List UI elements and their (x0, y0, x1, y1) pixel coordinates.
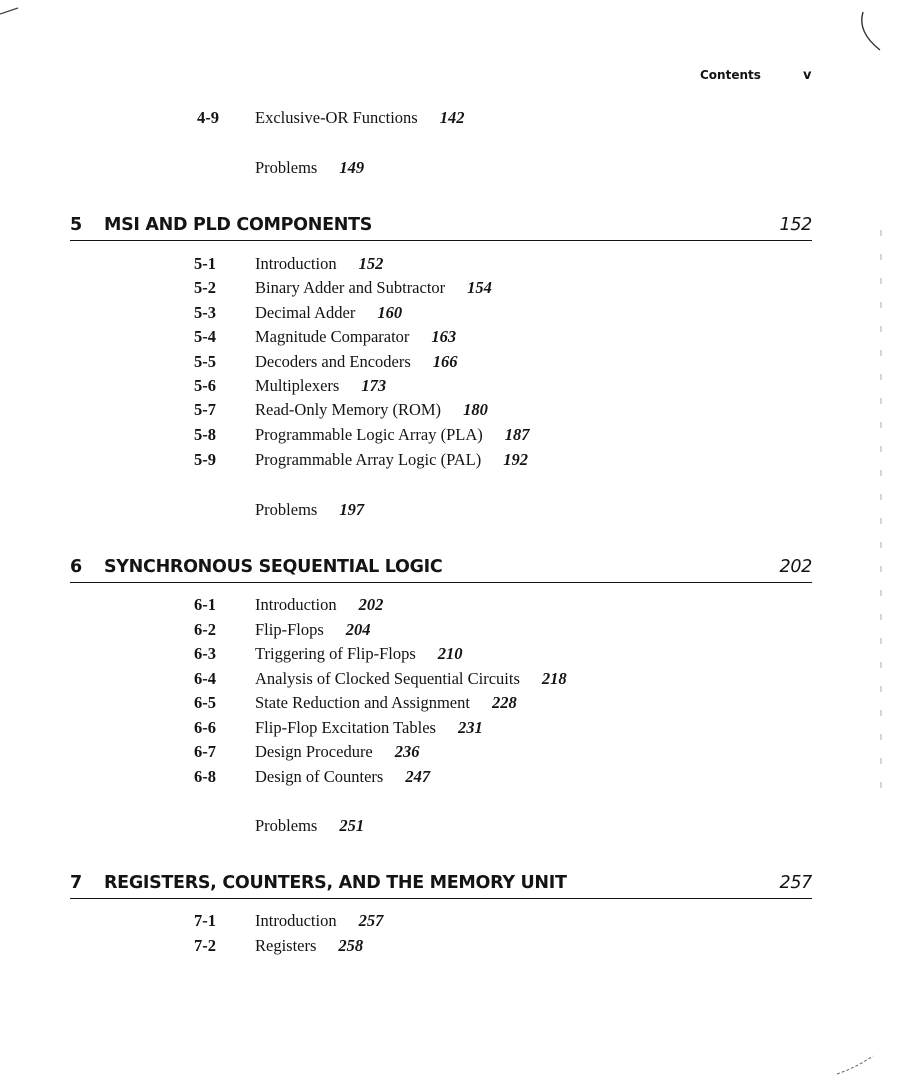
section-title: Multiplexers (255, 376, 340, 395)
section-title: Introduction (255, 911, 337, 930)
chapter-page: 152 (779, 215, 812, 235)
section-page: 180 (463, 400, 488, 419)
section-page: 202 (358, 595, 384, 614)
scan-mark-top-right (855, 10, 885, 55)
chapter-title: MSI AND PLD COMPONENTS (104, 215, 373, 235)
section-number: 6-8 (194, 767, 216, 786)
chapter-number: 7 (70, 873, 82, 893)
section-page: 166 (432, 352, 458, 371)
section-number: 5-5 (194, 352, 216, 371)
chapter-title: REGISTERS, COUNTERS, AND THE MEMORY UNIT (104, 873, 567, 893)
section-number: 7-1 (194, 911, 216, 930)
running-title: Contents (700, 68, 761, 82)
section-title: Introduction (255, 595, 337, 614)
section-title: Read-Only Memory (ROM) (255, 400, 442, 419)
section-number: 5-9 (194, 450, 216, 469)
section-number: 6-6 (194, 718, 216, 737)
section-page: 142 (439, 108, 465, 127)
chapter-heading[interactable] (70, 872, 812, 899)
section-title: Magnitude Comparator (255, 327, 410, 346)
section-page: 160 (377, 303, 403, 322)
section-title: Decimal Adder (255, 303, 356, 322)
chapter-title: SYNCHRONOUS SEQUENTIAL LOGIC (104, 557, 443, 577)
section-title: Design Procedure (255, 742, 373, 761)
section-title: Programmable Array Logic (PAL) (255, 450, 482, 469)
section-title: Programmable Logic Array (PLA) (255, 425, 483, 444)
problems-label: Problems (255, 816, 318, 835)
section-page: 192 (503, 450, 528, 469)
chapter-number: 6 (70, 557, 82, 577)
section-page: 210 (437, 644, 463, 663)
scan-mark-top-left (0, 0, 30, 20)
section-page: 163 (431, 327, 457, 346)
chapter-heading[interactable] (70, 556, 812, 583)
section-page: 257 (358, 911, 384, 930)
section-title: Introduction (255, 254, 337, 273)
section-page: 236 (394, 742, 420, 761)
section-title: Triggering of Flip-Flops (255, 644, 416, 663)
section-number: 4-9 (197, 108, 219, 127)
section-page: 173 (361, 376, 387, 395)
section-title: State Reduction and Assignment (255, 693, 470, 712)
section-number: 6-3 (194, 644, 216, 663)
scan-edge-right (878, 230, 884, 790)
problems-page: 197 (339, 500, 365, 519)
section-page: 258 (338, 936, 364, 955)
section-number: 6-5 (194, 693, 216, 712)
section-title: Decoders and Encoders (255, 352, 411, 371)
section-page: 152 (358, 254, 384, 273)
section-page: 228 (491, 693, 517, 712)
chapter-page: 202 (779, 557, 812, 577)
section-number: 6-7 (194, 742, 216, 761)
problems-page: 251 (339, 816, 365, 835)
section-page: 154 (467, 278, 492, 297)
problems-page: 149 (339, 158, 365, 177)
section-page: 231 (457, 718, 483, 737)
section-page: 187 (504, 425, 530, 444)
section-number: 6-4 (194, 669, 216, 688)
scan-mark-bottom-right (835, 1052, 875, 1078)
section-title: Flip-Flops (255, 620, 324, 639)
chapter-heading[interactable] (70, 214, 812, 241)
section-title: Exclusive-OR Functions (255, 108, 418, 127)
section-number: 5-2 (194, 278, 216, 297)
section-number: 5-8 (194, 425, 216, 444)
section-number: 7-2 (194, 936, 216, 955)
section-title: Registers (255, 936, 317, 955)
problems-label: Problems (255, 158, 318, 177)
section-page: 204 (345, 620, 371, 639)
section-number: 6-2 (194, 620, 216, 639)
page-number: v (803, 68, 812, 83)
chapter-page: 257 (779, 873, 812, 893)
section-number: 5-6 (194, 376, 216, 395)
section-number: 5-1 (194, 254, 216, 273)
section-page: 218 (541, 669, 567, 688)
section-number: 5-4 (194, 327, 216, 346)
section-number: 6-1 (194, 595, 216, 614)
section-title: Analysis of Clocked Sequential Circuits (255, 669, 520, 688)
section-number: 5-3 (194, 303, 216, 322)
section-title: Design of Counters (255, 767, 384, 786)
section-title: Flip-Flop Excitation Tables (255, 718, 436, 737)
running-header (700, 68, 761, 82)
section-page: 247 (405, 767, 431, 786)
section-title: Binary Adder and Subtractor (255, 278, 446, 297)
problems-label: Problems (255, 500, 318, 519)
section-number: 5-7 (194, 400, 216, 419)
chapter-number: 5 (70, 215, 82, 235)
